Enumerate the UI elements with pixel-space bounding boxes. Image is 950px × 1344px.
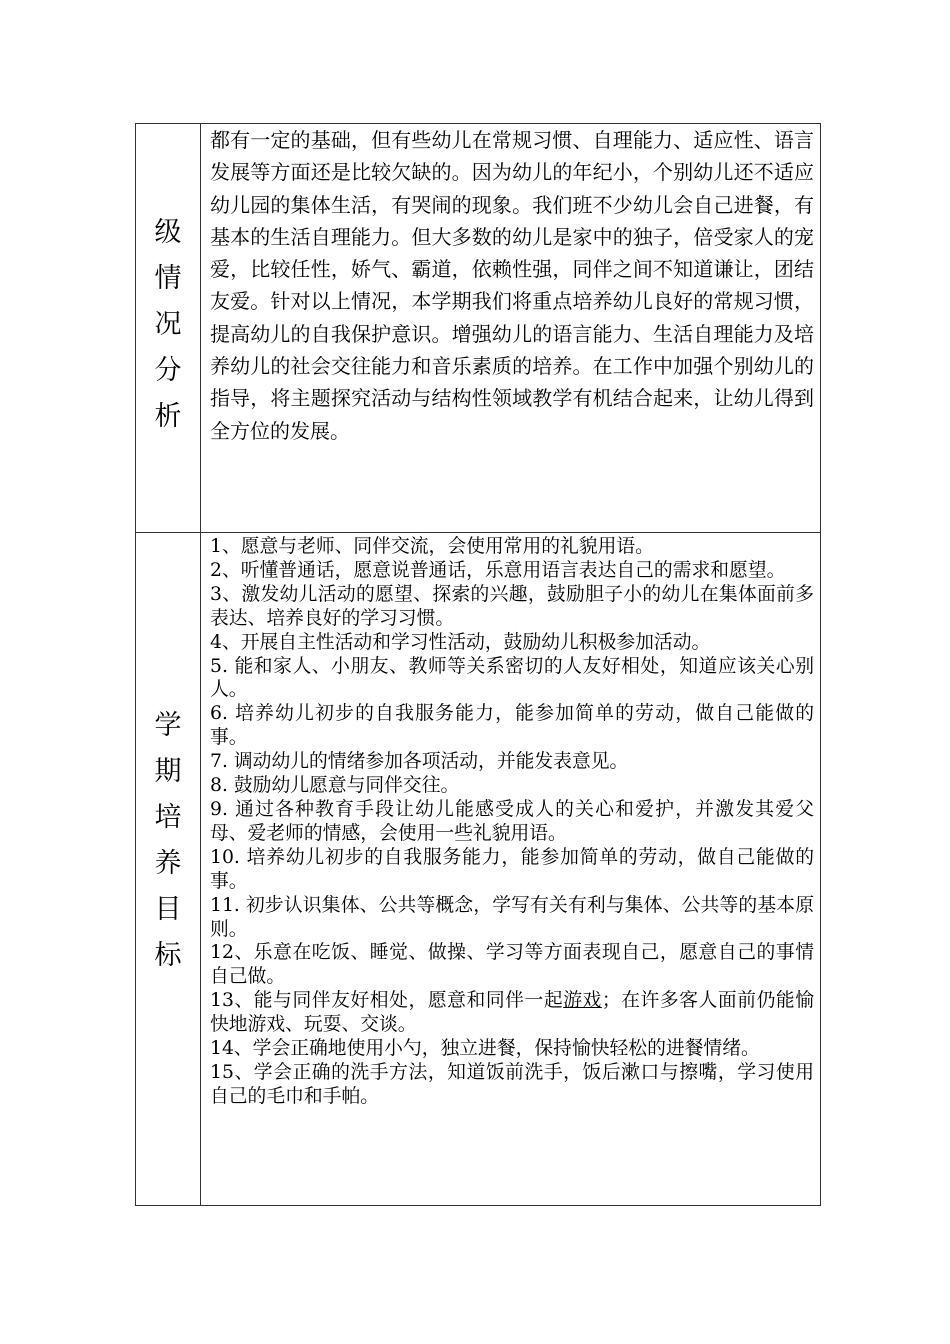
class-analysis-paragraph: 都有一定的基础，但有些幼儿在常规习惯、自理能力、适应性、语言发展等方面还是比较欠缺的。因为幼儿的年纪小，个别幼儿还不适应幼儿园的集体生活，有哭闹的现象。我们班不少幼儿会自己进餐，有基本的生活自理能力。但大多数的幼儿是家中的独子，倍受家人的宠爱，比较任性，娇气、霸道，依赖性强，同伴之间不知道谦让，团结友爱。针对以上情况，本学期我们将重点培养幼儿良好的常规习惯，提高幼儿的自我保护意识。增强幼儿的语言能力、生活自理能力及培养幼儿的社会交往能力和音乐素质的培养。在工作中加强个别幼儿的指导，将主题探究活动与结构性领域教学有机结合起来，让幼儿得到全方位的发展。 [210, 128, 814, 443]
goal-item: 15、学会正确的洗手方法，知道饭前洗手，饭后漱口与擦嘴，学习使用自己的毛巾和手帕。 [210, 1061, 814, 1107]
label-char: 级 [154, 217, 182, 248]
semester-goals-label [136, 533, 201, 1206]
label-char: 培 [154, 802, 182, 833]
plan-table [135, 123, 821, 1206]
class-analysis-label [136, 124, 201, 533]
goal-item: 1、愿意与老师、同伴交流，会使用常用的礼貌用语。 [210, 536, 654, 557]
goal-13-text-start: 13、能与同伴友好相处，愿意和同伴一起 [210, 990, 564, 1012]
goal-item: 12、乐意在吃饭、睡觉、做操、学习等方面表现自己，愿意自己的事情自己做。 [210, 942, 814, 988]
label-char: 养 [154, 848, 182, 879]
label-char: 分 [154, 355, 182, 386]
class-analysis-row [136, 124, 821, 533]
goal-item: 4、开展自主性活动和学习性活动，鼓励幼儿积极参加活动。 [210, 631, 711, 653]
underlined-word: 游戏 [563, 990, 602, 1012]
label-char: 析 [154, 401, 182, 432]
goal-item-13 [210, 989, 814, 1037]
label-char: 标 [154, 940, 182, 971]
goal-item: 3、激发幼儿活动的愿望、探索的兴趣，鼓励胆子小的幼儿在集体面前多表达、培养良好的学习习惯。 [210, 583, 814, 629]
label-char: 况 [154, 309, 182, 340]
goal-item: 9. 通过各种教育手段让幼儿能感受成人的关心和爱护，并激发其爱父母、爱老师的情感，会使用一些礼貌用语。 [210, 798, 814, 844]
goal-item: 10. 培养幼儿初步的自我服务能力，能参加简单的劳动，做自己能做的事。 [210, 846, 814, 892]
class-analysis-content [201, 124, 821, 533]
semester-goals-content [201, 533, 821, 1206]
label-char: 期 [154, 756, 182, 787]
goal-item: 8. 鼓励幼儿愿意与同伴交往。 [210, 775, 460, 797]
label-char: 目 [154, 894, 182, 925]
goal-13-text-end: ；在许多客人面前仍能愉快地游戏、玩耍、交谈。 [210, 990, 815, 1036]
goal-item: 7. 调动幼儿的情绪参加各项活动，并能发表意见。 [210, 751, 629, 773]
goal-item: 2、听懂普通话，愿意说普通话，乐意用语言表达自己的需求和愿望。 [210, 559, 786, 581]
label-char: 学 [154, 710, 182, 741]
goal-item: 11. 初步认识集体、公共等概念，学写有关有利与集体、公共等的基本原则。 [210, 894, 814, 940]
goal-item: 6. 培养幼儿初步的自我服务能力，能参加简单的劳动，做自己能做的事。 [210, 703, 814, 749]
goal-list [210, 533, 814, 1109]
goal-item: 14、学会正确地使用小勺，独立进餐，保持愉快轻松的进餐情绪。 [210, 1038, 760, 1060]
label-char: 情 [154, 263, 182, 294]
goal-item: 5. 能和家人、小朋友、教师等关系密切的人友好相处，知道应该关心别人。 [210, 655, 814, 701]
semester-goals-row [136, 533, 821, 1206]
